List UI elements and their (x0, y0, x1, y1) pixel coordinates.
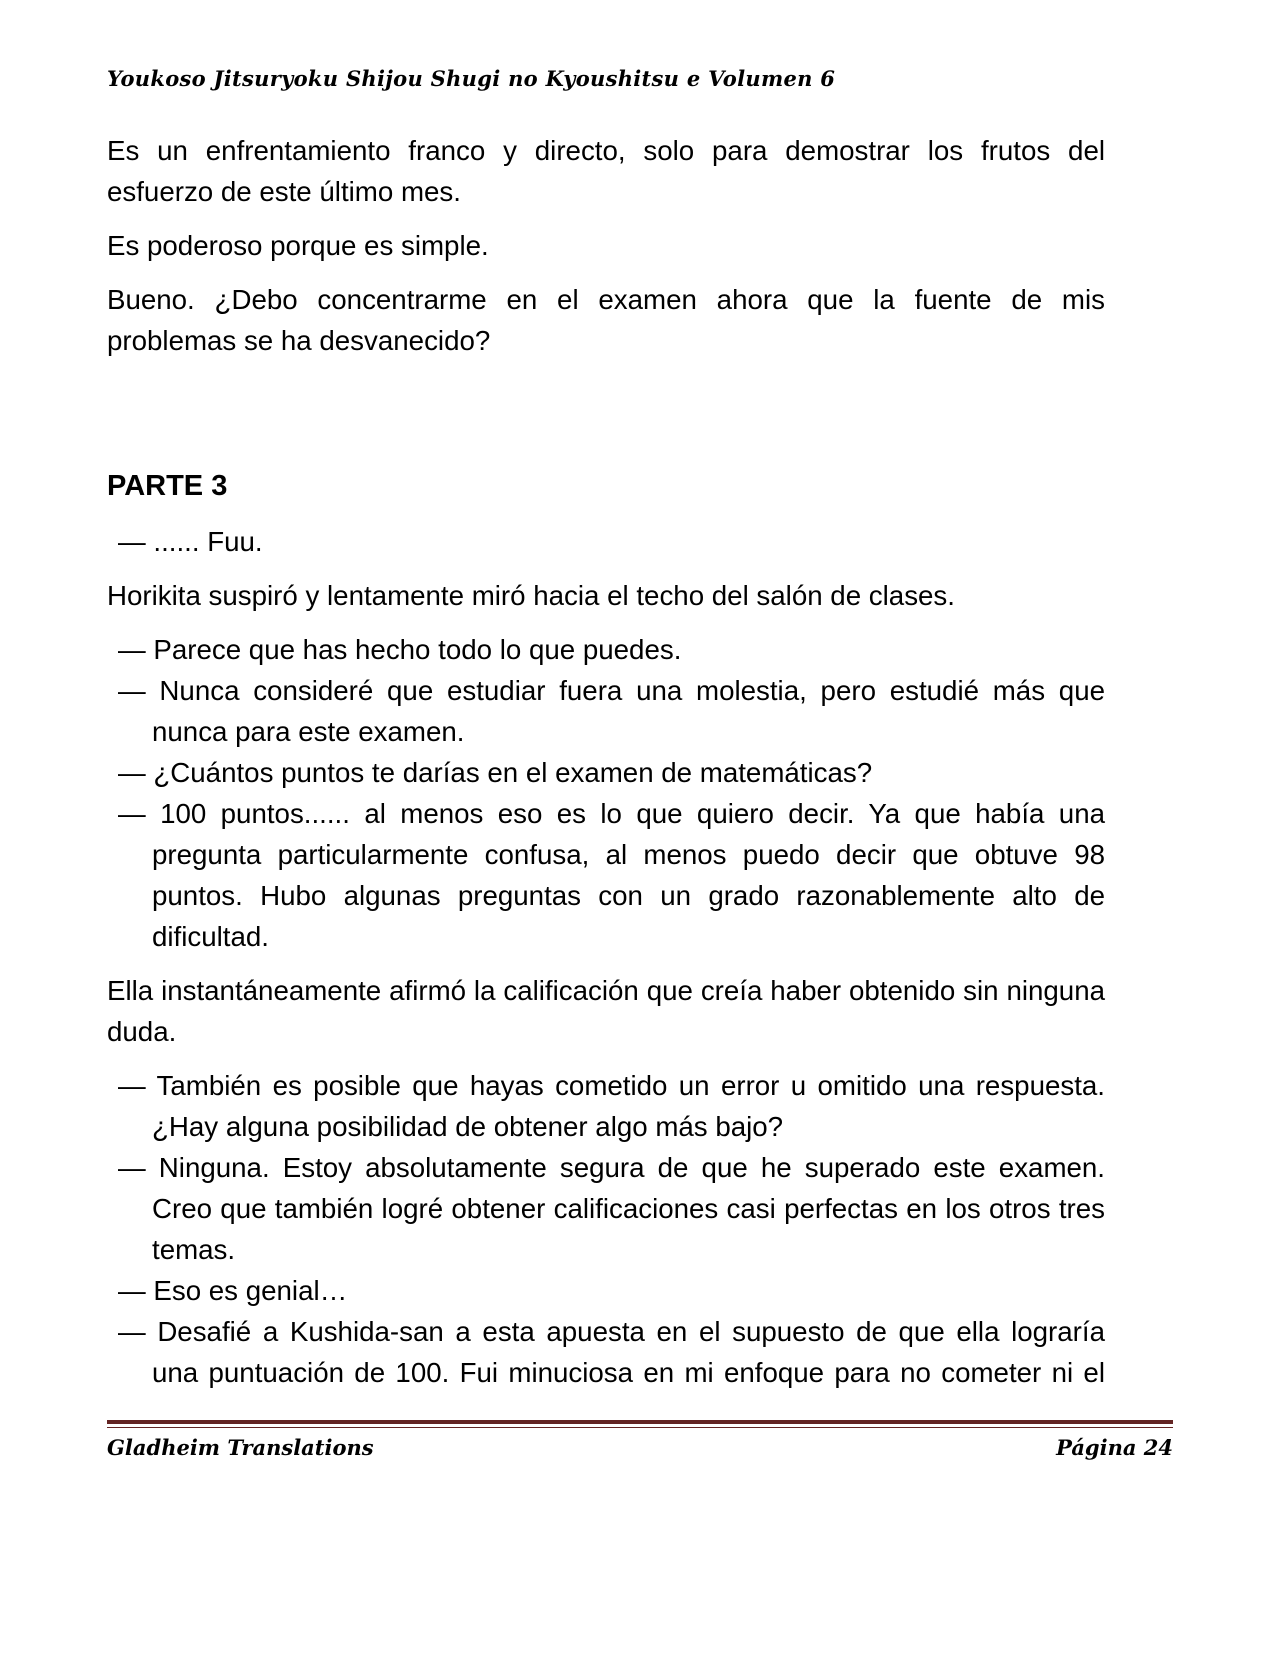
dialogue-group-2 (107, 1065, 1105, 1393)
dialogue-line: — Nunca consideré que estudiar fuera una molestia, pero estudié más que nunca para este examen. (118, 675, 1105, 747)
dialogue-line: — También es posible que hayas cometido un error u omitido una respuesta. ¿Hay alguna posibilidad de obtener algo más bajo? (118, 1070, 1105, 1142)
footer-rule (107, 1420, 1173, 1428)
page-header (107, 66, 1173, 91)
dialogue-line: — Eso es genial… (118, 1275, 348, 1306)
dialogue-line: — Parece que has hecho todo lo que puedes. (118, 634, 682, 665)
page-content (107, 130, 1105, 1406)
dialogue-group-1 (107, 629, 1105, 957)
paragraph-intro-1: Es un enfrentamiento franco y directo, solo para demostrar los frutos del esfuerzo de este último mes. (107, 135, 1105, 207)
paragraph-narration-horikita: Horikita suspiró y lentamente miró hacia el techo del salón de clases. (107, 580, 955, 611)
footer-page-number: Página 24 (1056, 1435, 1173, 1460)
paragraph-narration-calificacion: Ella instantáneamente afirmó la calificación que creía haber obtenido sin ninguna duda. (107, 975, 1105, 1047)
section-heading-parte-3: PARTE 3 (107, 470, 228, 502)
dialogue-line: — Desafié a Kushida-san a esta apuesta en el supuesto de que ella lograría una puntuación de 100. Fui minuciosa en mi enfoque para no cometer ni el (118, 1316, 1105, 1388)
footer-row (107, 1435, 1173, 1460)
dialogue-line-fuu: — ...... Fuu. (118, 526, 263, 557)
footer-translator-name: Gladheim Translations (107, 1435, 374, 1460)
header-title: Youkoso Jitsuryoku Shijou Shugi no Kyoushitsu e Volumen 6 (107, 66, 836, 91)
paragraph-intro-3: Bueno. ¿Debo concentrarme en el examen ahora que la fuente de mis problemas se ha desvanecido? (107, 284, 1105, 356)
dialogue-line: — ¿Cuántos puntos te darías en el examen de matemáticas? (118, 757, 873, 788)
dialogue-line: — Ninguna. Estoy absolutamente segura de que he superado este examen. Creo que también logré obtener calificaciones casi perfectas en los otros tres temas. (118, 1152, 1105, 1265)
dialogue-line: — 100 puntos...... al menos eso es lo que quiero decir. Ya que había una pregunta particularmente confusa, al menos puedo decir que obtuve 98 puntos. Hubo algunas preguntas con un grado razonablemente alto de dificultad. (118, 798, 1105, 952)
page-footer (107, 1420, 1173, 1460)
paragraph-intro-2: Es poderoso porque es simple. (107, 230, 489, 261)
